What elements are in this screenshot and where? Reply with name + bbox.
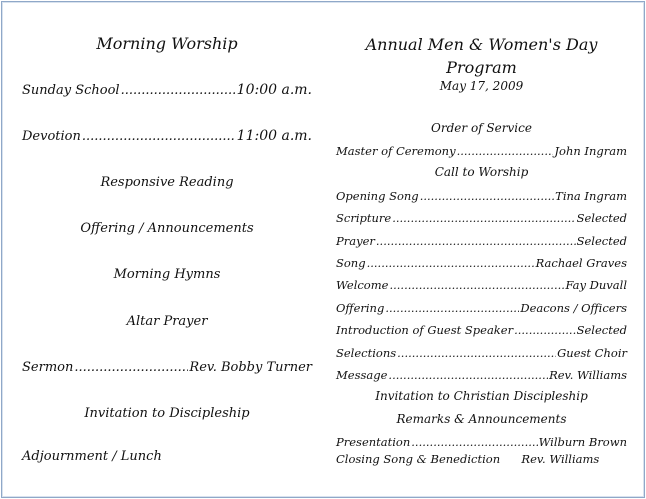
- sermon-label: Sermon: [22, 360, 74, 375]
- presentation-row: [336, 435, 627, 449]
- responsive-reading: Responsive Reading: [100, 175, 234, 190]
- service-item-label: Offering: [336, 301, 385, 315]
- devotion-row: [22, 128, 312, 144]
- closing-value: Rev. Williams: [521, 452, 600, 466]
- service-item-value: Selected: [576, 323, 627, 337]
- offering-announcements: Offering / Announcements: [80, 221, 254, 236]
- service-item-row: [336, 301, 627, 315]
- service-item-row: [336, 256, 627, 270]
- devotion-label: Devotion: [22, 129, 81, 144]
- closing-row: [336, 452, 627, 466]
- service-item-row: [336, 234, 627, 248]
- service-item-label: Opening Song: [336, 189, 419, 203]
- remarks-heading: Remarks & Announcements: [396, 412, 567, 426]
- service-item-label: Prayer: [336, 234, 375, 248]
- sunday-school-label: Sunday School: [22, 83, 120, 98]
- leader-dots: [420, 189, 554, 203]
- leader-dots: [514, 323, 576, 337]
- leader-dots: [457, 144, 554, 158]
- leader-dots: [74, 360, 188, 375]
- master-label: Master of Ceremony: [336, 144, 456, 158]
- presentation-label: Presentation: [336, 435, 411, 449]
- service-item-value: Fay Duvall: [565, 278, 627, 292]
- leader-dots: [397, 346, 556, 360]
- service-item-row: [336, 368, 627, 382]
- leader-dots: [376, 234, 576, 248]
- program-title: Program: [446, 58, 517, 77]
- service-item-row: [336, 346, 627, 360]
- event-date: May 17, 2009: [439, 79, 524, 93]
- service-item-value: Selected: [576, 234, 627, 248]
- service-item-row: [336, 323, 627, 337]
- service-item-value: Selected: [576, 211, 627, 225]
- service-item-row: [336, 211, 627, 225]
- service-item-value: Guest Choir: [557, 346, 627, 360]
- service-item-label: Song: [336, 256, 366, 270]
- master-value: John Ingram: [554, 144, 627, 158]
- event-title: Annual Men & Women's Day: [365, 35, 598, 54]
- invitation-to-discipleship: Invitation to Discipleship: [84, 406, 250, 421]
- leader-dots: [411, 435, 537, 449]
- invitation-heading: Invitation to Christian Discipleship: [375, 389, 588, 403]
- service-item-label: Message: [336, 368, 388, 382]
- morning-hymns: Morning Hymns: [113, 267, 221, 282]
- service-item-row: [336, 189, 627, 203]
- closing-label: Closing Song & Benediction: [336, 452, 501, 466]
- service-item-value: Rev. Williams: [549, 368, 627, 382]
- adjournment-row: [22, 449, 312, 464]
- service-item-value: Rachael Graves: [535, 256, 627, 270]
- leader-dots: [388, 368, 548, 382]
- leader-dots: [389, 278, 564, 292]
- leader-dots: [82, 129, 236, 144]
- service-item-label: Introduction of Guest Speaker: [336, 323, 514, 337]
- leader-dots: [392, 211, 575, 225]
- devotion-time: 11:00 a.m.: [236, 128, 312, 144]
- leader-dots: [121, 83, 236, 98]
- order-of-service-heading: Order of Service: [431, 121, 532, 135]
- service-item-row: [336, 278, 627, 292]
- service-item-value: Tina Ingram: [555, 189, 627, 203]
- call-to-worship-heading: Call to Worship: [434, 165, 529, 179]
- altar-prayer: Altar Prayer: [126, 314, 208, 329]
- master-of-ceremony-row: [336, 144, 627, 158]
- leader-dots: [367, 256, 535, 270]
- morning-worship-title: Morning Worship: [96, 34, 238, 53]
- presentation-value: Wilburn Brown: [538, 435, 627, 449]
- sunday-school-row: [22, 82, 312, 98]
- sermon-row: [22, 360, 312, 375]
- sunday-school-time: 10:00 a.m.: [236, 82, 312, 98]
- service-item-value: Deacons / Officers: [520, 301, 627, 315]
- adjournment-label: Adjournment / Lunch: [22, 449, 162, 464]
- sermon-speaker: Rev. Bobby Turner: [189, 360, 312, 375]
- service-item-label: Welcome: [336, 278, 389, 292]
- program-page: [1, 1, 645, 498]
- service-item-label: Scripture: [336, 211, 392, 225]
- service-item-label: Selections: [336, 346, 397, 360]
- leader-dots: [385, 301, 519, 315]
